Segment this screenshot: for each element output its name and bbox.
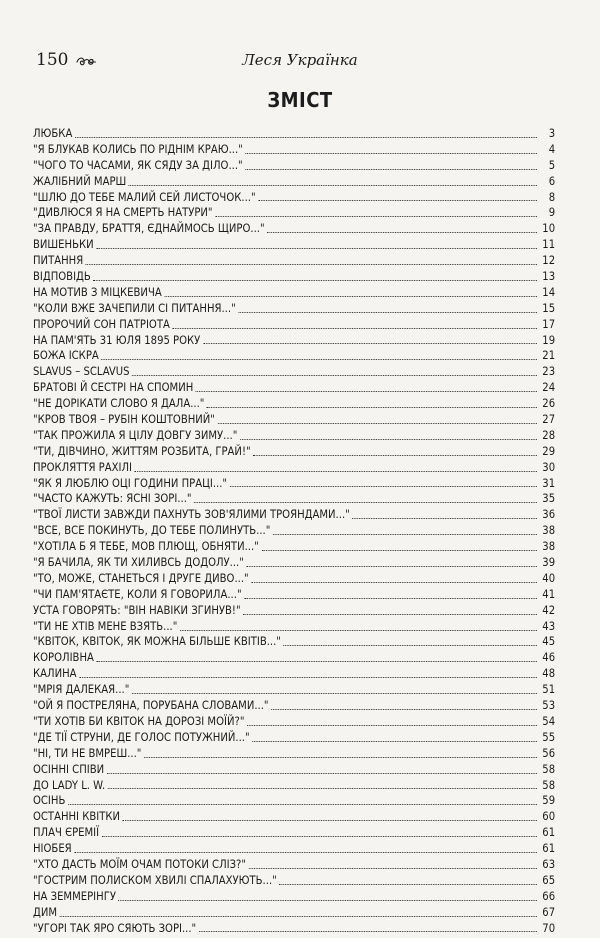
- toc-entry-title: "ЗА ПРАВДУ, БРАТТЯ, ЄДНАЙМОСЬ ЩИРО...": [33, 221, 265, 236]
- dot-leader: [252, 741, 537, 742]
- toc-entry-title: ПИТАННЯ: [33, 253, 84, 268]
- toc-entry-page: 24: [542, 380, 556, 395]
- toc-entry-page: 38: [542, 539, 556, 554]
- toc-entry-title: "ОЙ Я ПОСТРЕЛЯНА, ПОРУБАНА СЛОВАМИ...": [33, 698, 269, 713]
- dot-leader: [199, 931, 537, 932]
- toc-entry: [33, 730, 555, 746]
- toc-entry-title: ЖАЛІБНИЙ МАРШ: [33, 173, 127, 188]
- dot-leader: [60, 916, 537, 917]
- toc-entry-title: ПРОКЛЯТТЯ РАХІЛІ: [33, 459, 132, 474]
- toc-entry-page: 61: [542, 841, 556, 856]
- toc-entry-title: "ЯК Я ЛЮБЛЮ ОЦІ ГОДИНИ ПРАЦІ...": [33, 475, 228, 490]
- toc-entry: [33, 523, 555, 539]
- toc-entry: [33, 333, 555, 349]
- toc-entry: [33, 444, 555, 460]
- dot-leader: [207, 407, 537, 408]
- running-header: [36, 50, 564, 72]
- toc-entry-title: "ТИ, ДІВЧИНО, ЖИТТЯМ РОЗБИТА, ГРАЙ!": [33, 443, 251, 458]
- toc-entry-title: ВИШЕНЬКИ: [33, 237, 94, 252]
- toc-entry-page: 3: [548, 125, 556, 140]
- dot-leader: [132, 693, 537, 694]
- toc-entry-page: 11: [542, 237, 556, 252]
- toc-entry-title: "Я БАЧИЛА, ЯК ТИ ХИЛИВСЬ ДОДОЛУ...": [33, 555, 244, 570]
- toc-entry: [33, 364, 555, 380]
- dot-leader: [251, 582, 537, 583]
- toc-entry: [33, 237, 555, 253]
- toc-entry: [33, 714, 555, 730]
- toc-entry: [33, 889, 555, 905]
- toc-entry-title: "ТИ НЕ ХТІВ МЕНЕ ВЗЯТЬ...": [33, 618, 178, 633]
- toc-entry: [33, 348, 555, 364]
- toc-entry: [33, 285, 555, 301]
- toc-entry: [33, 778, 555, 794]
- toc-entry-title: ДИМ: [33, 904, 58, 919]
- toc-entry: [33, 825, 555, 841]
- toc-entry-page: 4: [548, 141, 556, 156]
- toc-entry-page: 58: [542, 777, 556, 792]
- toc-entry: [33, 460, 555, 476]
- toc-entry-title: "ШЛЮ ДО ТЕБЕ МАЛИЙ СЕЙ ЛИСТОЧОК...": [33, 189, 256, 204]
- toc-entry-page: 23: [542, 364, 556, 379]
- toc-entry-page: 31: [542, 475, 556, 490]
- toc-entry-title: ОСІНЬ: [33, 793, 66, 808]
- toc-entry-title: НА ПАМ'ЯТЬ 31 ЮЛЯ 1895 РОКУ: [33, 332, 201, 347]
- dot-leader: [74, 852, 537, 853]
- toc-entry-title: ВІДПОВІДЬ: [33, 269, 91, 283]
- dot-leader: [86, 264, 537, 265]
- toc-entry-page: 29: [542, 443, 556, 458]
- dot-leader: [180, 630, 537, 631]
- toc-entry-title: ОСІННІ СПІВИ: [33, 761, 105, 776]
- dot-leader: [261, 550, 537, 551]
- toc-entry: [33, 746, 555, 762]
- toc-entry-page: 43: [542, 618, 556, 633]
- toc-entry-page: 39: [542, 555, 556, 570]
- dot-leader: [194, 502, 537, 503]
- toc-entry: [33, 317, 555, 333]
- toc-entry-page: 60: [542, 809, 556, 824]
- dot-leader: [352, 518, 537, 519]
- toc-entry-title: "УГОРІ ТАК ЯРО СЯЮТЬ ЗОРІ...": [33, 920, 197, 935]
- toc-entry: [33, 412, 555, 428]
- table-of-contents: [33, 126, 555, 936]
- toc-entry: [33, 857, 555, 873]
- toc-entry: [33, 698, 555, 714]
- dot-leader: [246, 566, 537, 567]
- toc-entry: [33, 205, 555, 221]
- toc-entry-title: "ТИ ХОТІВ БИ КВІТОК НА ДОРОЗІ МОЇЙ?": [33, 713, 245, 728]
- dot-leader: [68, 804, 537, 805]
- dot-leader: [218, 423, 538, 424]
- toc-entry: [33, 603, 555, 619]
- toc-entry-title: "НІ, ТИ НЕ ВМРЕШ...": [33, 745, 142, 760]
- toc-entry: [33, 905, 555, 921]
- toc-entry-page: 42: [542, 602, 556, 617]
- toc-entry: [33, 682, 555, 698]
- dot-leader: [144, 757, 537, 758]
- toc-entry: [33, 221, 555, 237]
- toc-entry-page: 38: [542, 523, 556, 538]
- toc-entry: [33, 253, 555, 269]
- toc-entry: [33, 921, 555, 937]
- toc-entry-page: 55: [542, 729, 556, 744]
- dot-leader: [284, 645, 538, 646]
- toc-entry-page: 45: [542, 634, 556, 649]
- toc-entry-page: 51: [542, 682, 556, 697]
- toc-entry-title: "ТО, МОЖЕ, СТАНЕТЬСЯ І ДРУГЕ ДИВО...": [33, 570, 249, 585]
- dot-leader: [243, 614, 537, 615]
- toc-entry: [33, 555, 555, 571]
- dot-leader: [245, 153, 537, 154]
- toc-entry: [33, 476, 555, 492]
- dot-leader: [107, 773, 537, 774]
- toc-entry-page: 54: [542, 713, 556, 728]
- toc-entry-page: 21: [542, 348, 556, 363]
- toc-entry-title: "МРІЯ ДАЛЕКАЯ...": [33, 682, 130, 697]
- toc-entry: [33, 539, 555, 555]
- toc-entry: [33, 587, 555, 603]
- toc-entry: [33, 301, 555, 317]
- dot-leader: [240, 439, 537, 440]
- dot-leader: [102, 836, 537, 837]
- toc-entry-title: SLAVUS – SCLAVUS: [33, 364, 130, 379]
- toc-entry: [33, 809, 555, 825]
- toc-entry-page: 13: [542, 269, 556, 283]
- toc-entry-title: БРАТОВІ Й СЕСТРІ НА СПОМИН: [33, 380, 194, 395]
- toc-entry-page: 53: [542, 698, 556, 713]
- dot-leader: [96, 661, 537, 662]
- toc-entry-title: ДО LADY L. W.: [33, 777, 106, 792]
- dot-leader: [129, 185, 537, 186]
- dot-leader: [135, 471, 537, 472]
- toc-entry-title: "КРОВ ТВОЯ – РУБІН КОШТОВНИЙ": [33, 412, 215, 427]
- toc-entry-page: 46: [542, 650, 556, 665]
- toc-entry-title: "ХОТІЛА Б Я ТЕБЕ, МОВ ПЛЮЩ, ОБНЯТИ...": [33, 539, 259, 554]
- toc-entry-page: 36: [542, 507, 556, 522]
- toc-entry-title: НА МОТИВ З МІЦКЕВИЧА: [33, 284, 162, 299]
- toc-entry-page: 41: [542, 586, 556, 601]
- dot-leader: [93, 280, 537, 281]
- toc-entry: [33, 873, 555, 889]
- toc-entry-title: "ТАК ПРОЖИЛА Я ЦІЛУ ДОВГУ ЗИМУ...": [33, 427, 238, 442]
- toc-entry-title: НІОБЕЯ: [33, 841, 72, 856]
- toc-entry: [33, 491, 555, 507]
- dot-leader: [215, 216, 537, 217]
- dot-leader: [279, 884, 537, 885]
- toc-entry-title: ОСТАННІ КВІТКИ: [33, 809, 121, 824]
- toc-entry: [33, 841, 555, 857]
- toc-entry: [33, 142, 555, 158]
- toc-entry: [33, 571, 555, 587]
- dot-leader: [123, 820, 537, 821]
- toc-entry-page: 15: [542, 300, 556, 315]
- dot-leader: [196, 391, 537, 392]
- toc-entry-title: КАЛИНА: [33, 666, 77, 681]
- toc-entry-page: 66: [542, 888, 556, 903]
- toc-entry-title: "ДЕ ТІЇ СТРУНИ, ДЕ ГОЛОС ПОТУЖНИЙ...": [33, 729, 250, 744]
- toc-entry-title: "ТВОЇ ЛИСТИ ЗАВЖДИ ПАХНУТЬ ЗОВ'ЯЛИМИ ТРОЯНДАМИ...": [33, 507, 350, 522]
- toc-entry: [33, 507, 555, 523]
- dot-leader: [253, 455, 537, 456]
- toc-entry-title: БОЖА ІСКРА: [33, 348, 99, 363]
- toc-entry-page: 48: [542, 666, 556, 681]
- toc-entry-title: ПРОРОЧИЙ СОН ПАТРІОТА: [33, 316, 170, 331]
- toc-entry-title: ЛЮБКА: [33, 125, 73, 140]
- toc-entry-page: 63: [542, 856, 556, 871]
- toc-entry-page: 30: [542, 459, 556, 474]
- toc-entry: [33, 650, 555, 666]
- toc-entry: [33, 635, 555, 651]
- dot-leader: [267, 232, 537, 233]
- dot-leader: [119, 900, 537, 901]
- page-number: 150: [36, 50, 69, 70]
- toc-entry: [33, 380, 555, 396]
- toc-entry-page: 26: [542, 396, 556, 411]
- toc-entry-page: 59: [542, 793, 556, 808]
- toc-entry-page: 14: [542, 284, 556, 299]
- toc-entry: [33, 666, 555, 682]
- toc-entry-page: 67: [542, 904, 556, 919]
- toc-entry-page: 9: [548, 205, 556, 220]
- dot-leader: [75, 137, 537, 138]
- toc-entry: [33, 762, 555, 778]
- toc-entry: [33, 396, 555, 412]
- toc-entry-page: 27: [542, 412, 556, 427]
- toc-entry-page: 12: [542, 253, 556, 268]
- toc-entry-title: УСТА ГОВОРЯТЬ: "ВІН НАВІКИ ЗГИНУВ!": [33, 602, 241, 617]
- toc-entry-page: 10: [542, 221, 556, 236]
- toc-entry-title: КОРОЛІВНА: [33, 650, 94, 665]
- dot-leader: [172, 328, 537, 329]
- toc-entry: [33, 174, 555, 190]
- dot-leader: [79, 677, 537, 678]
- toc-entry-title: "ЧАСТО КАЖУТЬ: ЯСНІ ЗОРІ...": [33, 491, 192, 506]
- toc-entry: [33, 190, 555, 206]
- dot-leader: [273, 534, 537, 535]
- dot-leader: [244, 598, 537, 599]
- toc-entry-page: 28: [542, 427, 556, 442]
- toc-entry: [33, 158, 555, 174]
- toc-entry-page: 17: [542, 316, 556, 331]
- toc-entry: [33, 793, 555, 809]
- toc-entry-title: ПЛАЧ ЄРЕМІЇ: [33, 825, 100, 840]
- toc-entry-title: "КОЛИ ВЖЕ ЗАЧЕПИЛИ СІ ПИТАННЯ...": [33, 300, 236, 315]
- dot-leader: [132, 375, 537, 376]
- dot-leader: [108, 788, 537, 789]
- toc-entry-page: 19: [542, 332, 556, 347]
- toc-entry-page: 40: [542, 570, 556, 585]
- toc-entry-title: "НЕ ДОРІКАТИ СЛОВО Я ДАЛА...": [33, 396, 205, 411]
- toc-entry-page: 61: [542, 825, 556, 840]
- toc-entry-page: 58: [542, 761, 556, 776]
- toc-entry-page: 56: [542, 745, 556, 760]
- toc-entry-title: "ЧОГО ТО ЧАСАМИ, ЯК СЯДУ ЗА ДІЛО...": [33, 157, 243, 172]
- toc-entry-title: "ВСЕ, ВСЕ ПОКИНУТЬ, ДО ТЕБЕ ПОЛИНУТЬ...": [33, 523, 271, 538]
- toc-entry-page: 35: [542, 491, 556, 506]
- dot-leader: [230, 486, 537, 487]
- page-title: ЗМІСТ: [267, 88, 333, 112]
- dot-leader: [245, 169, 537, 170]
- dot-leader: [271, 709, 537, 710]
- toc-entry-title: "ГОСТРИМ ПОЛИСКОМ ХВИЛІ СПАЛАХУЮТЬ...": [33, 872, 277, 887]
- dot-leader: [258, 200, 537, 201]
- running-head-author: Леся Українка: [242, 51, 358, 69]
- toc-entry-page: 70: [542, 920, 556, 935]
- toc-entry-title: "ДИВЛЮСЯ Я НА СМЕРТЬ НАТУРИ": [33, 205, 213, 220]
- toc-entry-title: "ХТО ДАСТЬ МОЇМ ОЧАМ ПОТОКИ СЛІЗ?": [33, 856, 247, 871]
- dot-leader: [249, 868, 537, 869]
- dot-leader: [247, 725, 537, 726]
- dot-leader: [164, 296, 537, 297]
- dot-leader: [96, 248, 537, 249]
- dot-leader: [101, 359, 537, 360]
- toc-entry-title: НА ЗЕММЕРІНГУ: [33, 888, 116, 903]
- toc-entry-page: 65: [542, 872, 556, 887]
- toc-entry-title: "ЧИ ПАМ'ЯТАЄТЕ, КОЛИ Я ГОВОРИЛА...": [33, 586, 242, 601]
- toc-entry-page: 6: [548, 173, 556, 188]
- toc-entry: [33, 619, 555, 635]
- toc-entry: [33, 126, 555, 142]
- toc-entry: [33, 269, 555, 285]
- toc-entry-title: "Я БЛУКАВ КОЛИСЬ ПО РІДНІМ КРАЮ...": [33, 141, 243, 156]
- toc-entry: [33, 428, 555, 444]
- toc-entry-page: 5: [548, 157, 556, 172]
- toc-entry-title: "КВІТОК, КВІТОК, ЯК МОЖНА БІЛЬШЕ КВІТІВ...": [33, 634, 281, 649]
- dot-leader: [203, 343, 537, 344]
- dot-leader: [238, 312, 537, 313]
- toc-entry-page: 8: [548, 189, 556, 204]
